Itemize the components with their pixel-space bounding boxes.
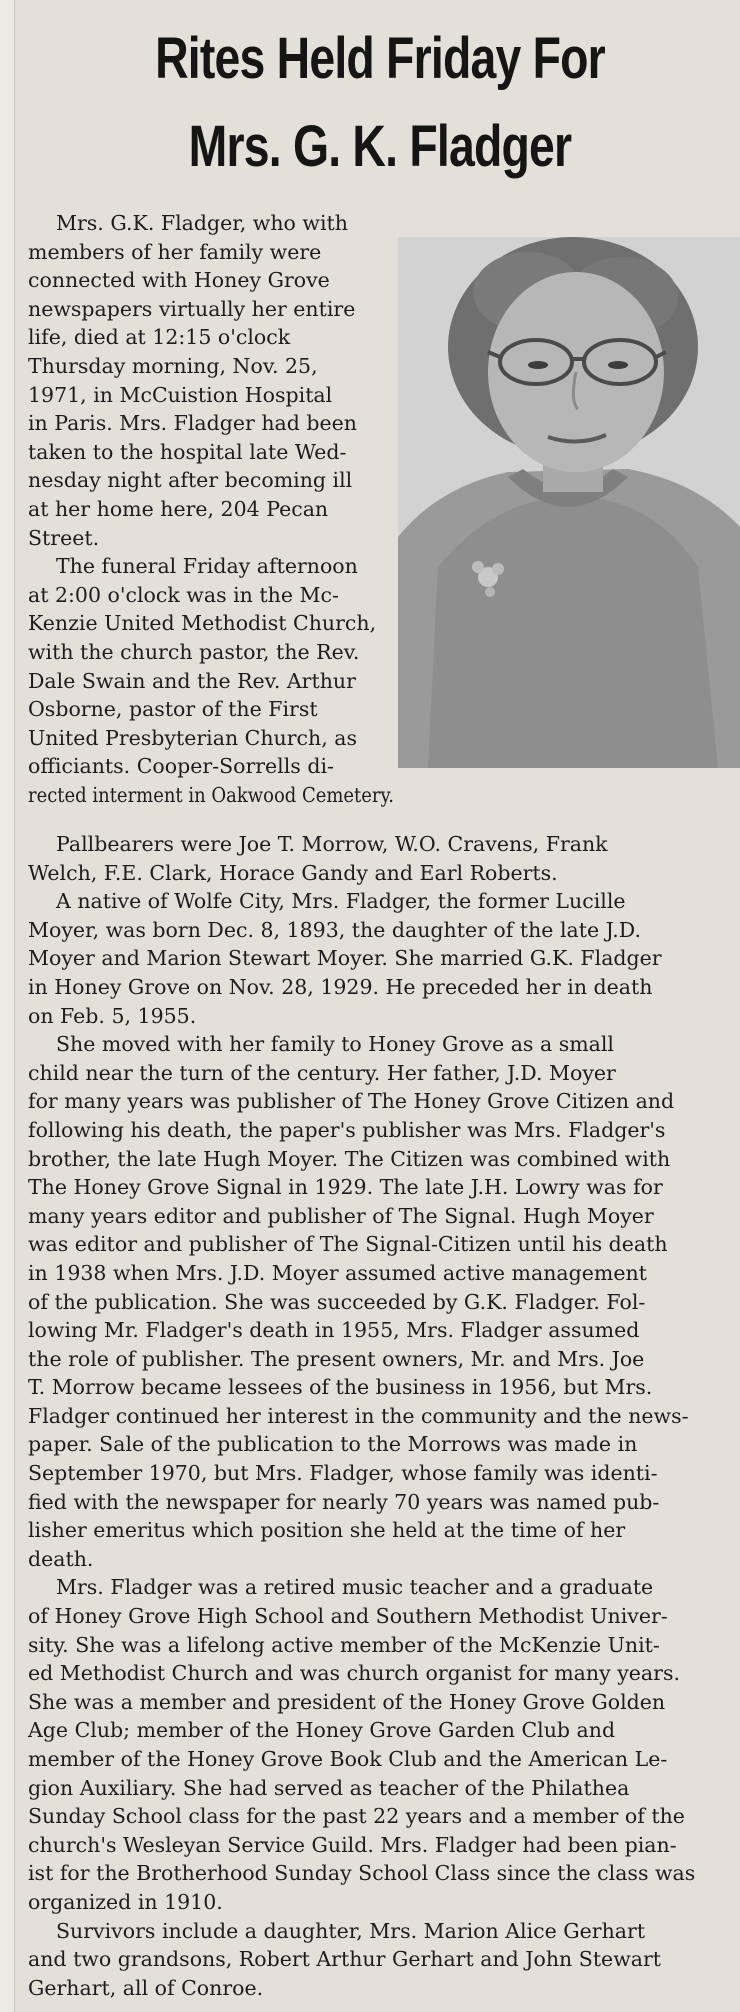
- text-line: Moyer and Marion Stewart Moyer. She married G.K. Fladger: [28, 946, 662, 971]
- clipping-edge: [0, 0, 15, 2012]
- text-line: was editor and publisher of The Signal-Citizen until his death: [28, 1232, 668, 1257]
- text-line: of the publication. She was succeeded by G.K. Fladger. Fol-: [28, 1289, 646, 1314]
- article-column-wide: [28, 830, 740, 2002]
- headline-line-1: Rites Held Friday For: [155, 26, 605, 91]
- text-line: Pallbearers were Joe T. Morrow, W.O. Cravens, Frank: [56, 832, 608, 856]
- headline-line-2: Mrs. G. K. Fladger: [188, 114, 572, 179]
- text-line: September 1970, but Mrs. Fladger, whose family was identi-: [28, 1461, 658, 1486]
- text-line: connected with Honey Grove: [28, 268, 330, 293]
- text-line: child near the turn of the century. Her father, J.D. Moyer: [28, 1060, 616, 1085]
- text-line: Osborne, pastor of the First: [28, 697, 318, 722]
- text-line: Dale Swain and the Rev. Arthur: [28, 668, 356, 693]
- text-line: Moyer, was born Dec. 8, 1893, the daughter of the late J.D.: [28, 917, 641, 942]
- text-line: following his death, the paper's publisher was Mrs. Fladger's: [28, 1117, 666, 1142]
- text-line: Mrs. G.K. Fladger, who with: [56, 211, 348, 235]
- text-line: Fladger continued her interest in the community and the news-: [28, 1403, 689, 1428]
- text-line: Survivors include a daughter, Mrs. Marion Alice Gerhart: [56, 1918, 646, 1943]
- text-line: Sunday School class for the past 22 years and a member of the: [28, 1804, 685, 1829]
- portrait-illustration: [398, 237, 740, 768]
- text-line: member of the Honey Grove Book Club and the American Le-: [28, 1747, 668, 1771]
- text-line: Kenzie United Methodist Church,: [28, 611, 377, 636]
- text-line: at 2:00 o'clock was in the Mc-: [28, 582, 339, 607]
- text-line: of Honey Grove High School and Southern Methodist Univer-: [28, 1604, 668, 1629]
- text-line: brother, the late Hugh Moyer. The Citizen was combined with: [28, 1146, 671, 1171]
- text-line: for many years was publisher of The Honey Grove Citizen and: [28, 1089, 675, 1114]
- text-line: ed Methodist Church and was church organist for many years.: [28, 1661, 680, 1686]
- text-line: Street.: [28, 525, 100, 550]
- text-line: T. Morrow became lessees of the business in 1956, but Mrs.: [28, 1375, 653, 1400]
- text-line: The funeral Friday afternoon: [56, 554, 358, 579]
- text-line: life, died at 12:15 o'clock: [28, 325, 291, 350]
- text-line: Mrs. Fladger was a retired music teacher and a graduate: [56, 1575, 654, 1600]
- text-line: ist for the Brotherhood Sunday School Class since the class was: [28, 1861, 696, 1886]
- text-line: fied with the newspaper for nearly 70 years was named pub-: [28, 1489, 660, 1514]
- text-line: 1971, in McCuistion Hospital: [28, 382, 333, 407]
- text-line: United Presbyterian Church, as: [28, 725, 358, 750]
- text-line: with the church pastor, the Rev.: [28, 639, 360, 664]
- text-line: in Honey Grove on Nov. 28, 1929. He preceded her in death: [28, 974, 653, 999]
- text-line: Welch, F.E. Clark, Horace Gandy and Earl Roberts.: [28, 860, 558, 885]
- text-line: rected interment in Oakwood Cemetery.: [28, 782, 394, 807]
- text-line: death.: [28, 1546, 94, 1571]
- text-line: Age Club; member of the Honey Grove Garden Club and: [28, 1718, 616, 1743]
- text-line: at her home here, 204 Pecan: [28, 496, 329, 521]
- portrait-photo: [398, 237, 740, 768]
- text-line: She moved with her family to Honey Grove as a small: [56, 1032, 614, 1057]
- text-line: Gerhart, all of Conroe.: [28, 1975, 264, 2000]
- text-line: in 1938 when Mrs. J.D. Moyer assumed active management: [28, 1260, 647, 1285]
- text-line: the role of publisher. The present owners, Mr. and Mrs. Joe: [28, 1346, 645, 1371]
- text-line: in Paris. Mrs. Fladger had been: [28, 411, 357, 436]
- text-line: members of her family were: [28, 239, 322, 264]
- text-line: newspapers virtually her entire: [28, 296, 356, 321]
- text-line: taken to the hospital late Wed-: [28, 439, 347, 464]
- text-line: on Feb. 5, 1955.: [28, 1003, 197, 1028]
- text-line: sity. She was a lifelong active member of the McKenzie Unit-: [28, 1632, 660, 1657]
- text-line: Thursday morning, Nov. 25,: [28, 353, 318, 378]
- text-line: and two grandsons, Robert Arthur Gerhart and John Stewart: [28, 1947, 661, 1972]
- text-line: nesday night after becoming ill: [28, 468, 353, 493]
- text-line: She was a member and president of the Honey Grove Golden: [28, 1689, 666, 1714]
- text-line: lowing Mr. Fladger's death in 1955, Mrs. Fladger assumed: [28, 1318, 640, 1343]
- text-line: gion Auxiliary. She had served as teacher of the Philathea: [28, 1775, 630, 1800]
- text-line: organized in 1910.: [28, 1889, 223, 1914]
- text-line: A native of Wolfe City, Mrs. Fladger, the former Lucille: [56, 889, 626, 914]
- text-line: The Honey Grove Signal in 1929. The late J.H. Lowry was for: [28, 1175, 663, 1200]
- article-column-narrow: [28, 209, 394, 809]
- text-line: many years editor and publisher of The Signal. Hugh Moyer: [28, 1203, 654, 1228]
- text-line: lisher emeritus which position she held at the time of her: [28, 1518, 626, 1543]
- text-line: officiants. Cooper-Sorrells di-: [28, 754, 334, 779]
- text-line: paper. Sale of the publication to the Morrows was made in: [28, 1432, 638, 1457]
- text-line: church's Wesleyan Service Guild. Mrs. Fladger had been pian-: [28, 1832, 677, 1857]
